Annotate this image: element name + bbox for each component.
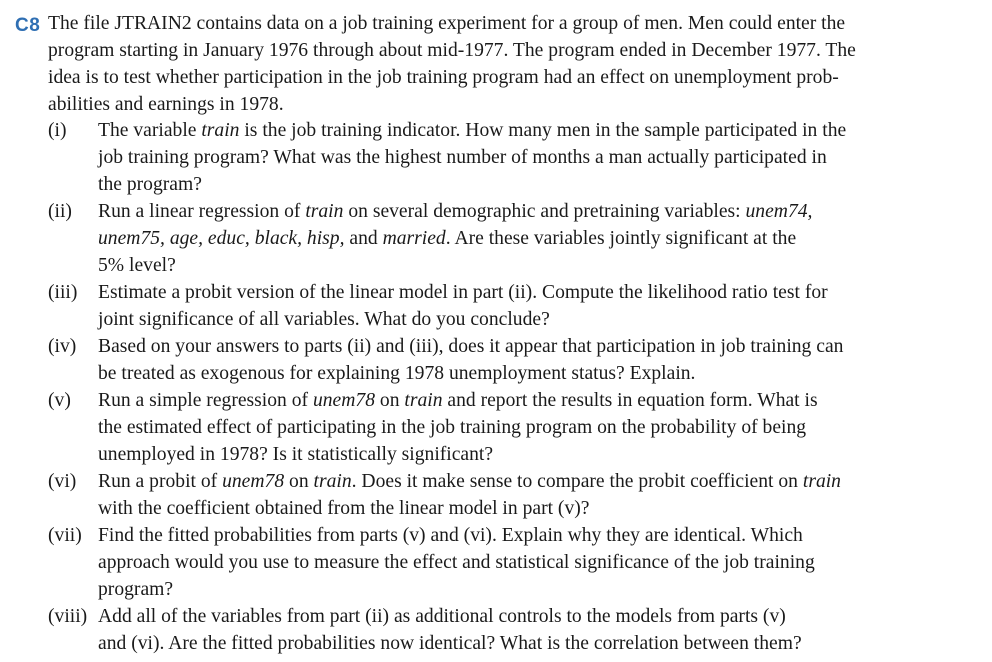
text-run: and [344, 228, 383, 249]
variable-name: train [404, 390, 443, 411]
part-text [98, 198, 978, 279]
text-run: Estimate a probit version of the linear model in part (ii). Compute the likelihood ratio test for [98, 282, 828, 303]
intro-line: program starting in January 1976 through about mid-1977. The program ended in December 1977. The [48, 40, 856, 61]
variable-name: unem74, [745, 201, 813, 222]
text-run: The variable [98, 120, 202, 141]
part-line [98, 495, 978, 522]
text-run: 5% level? [98, 255, 176, 276]
exercise-part [48, 522, 978, 603]
part-number: (v) [48, 390, 71, 411]
part-text [98, 468, 978, 522]
part-line [98, 279, 978, 306]
exercise-part [48, 198, 978, 279]
part-text [98, 522, 978, 603]
variable-name: unem78 [222, 471, 285, 492]
part-line [98, 171, 978, 198]
part-line [98, 603, 978, 630]
part-number: (iii) [48, 282, 78, 303]
text-run: and (vi). Are the fitted probabilities now identical? What is the correlation between them? [98, 633, 802, 654]
text-run: on [375, 390, 405, 411]
variable-name: train [802, 471, 841, 492]
exercise-parts-list [48, 117, 978, 657]
part-text [98, 603, 978, 657]
text-run: unemployed in 1978? Is it statistically significant? [98, 444, 494, 465]
exercise-part [48, 387, 978, 468]
text-run: Run a simple regression of [98, 390, 313, 411]
part-line [98, 441, 978, 468]
part-number: (ii) [48, 201, 72, 222]
part-line [98, 414, 978, 441]
variable-name: unem78 [312, 390, 375, 411]
part-line [98, 252, 978, 279]
part-number: (vii) [48, 525, 82, 546]
text-run: and report the results in equation form. What is [442, 390, 818, 411]
part-line [98, 576, 978, 603]
text-run: Run a linear regression of [98, 201, 306, 222]
exercise-part [48, 117, 978, 198]
exercise-part [48, 468, 978, 522]
part-line [98, 630, 978, 657]
part-line [98, 468, 978, 495]
variable-name: unem75, age, educ, black, hisp, [98, 228, 345, 249]
text-run: program? [98, 579, 174, 600]
part-line [98, 333, 978, 360]
part-line [98, 387, 978, 414]
text-run: on [284, 471, 314, 492]
text-run: Run a probit of [98, 471, 223, 492]
exercise-intro [48, 10, 978, 118]
text-run: . Does it make sense to compare the probit coefficient on [351, 471, 803, 492]
text-run: be treated as exogenous for explaining 1978 unemployment status? Explain. [98, 363, 696, 384]
part-number: (viii) [48, 606, 88, 627]
text-run: the program? [98, 174, 202, 195]
text-run: the estimated effect of participating in the job training program on the probability of being [98, 417, 807, 438]
part-number: (vi) [48, 471, 77, 492]
text-run: Add all of the variables from part (ii) as additional controls to the models from parts (v) [98, 606, 786, 627]
part-line [98, 522, 978, 549]
text-run: job training program? What was the highest number of months a man actually participated in [98, 147, 827, 168]
intro-line: idea is to test whether participation in the job training program had an effect on unemployment prob- [48, 67, 839, 88]
part-line [98, 117, 978, 144]
part-text [98, 387, 978, 468]
part-line [98, 198, 978, 225]
part-line [98, 225, 978, 252]
intro-line: abilities and earnings in 1978. [48, 94, 284, 115]
part-line [98, 306, 978, 333]
text-run: approach would you use to measure the effect and statistical significance of the job training [98, 552, 815, 573]
part-number: (iv) [48, 336, 77, 357]
text-run: . Are these variables jointly significant at the [445, 228, 797, 249]
text-run: on several demographic and pretraining variables: [343, 201, 746, 222]
part-line [98, 549, 978, 576]
exercise-label: C8 [15, 15, 41, 36]
intro-line: The file JTRAIN2 contains data on a job training experiment for a group of men. Men could enter the [48, 13, 846, 34]
exercise-part [48, 333, 978, 387]
variable-name: train [201, 120, 240, 141]
variable-name: married [382, 228, 446, 249]
text-run: is the job training indicator. How many men in the sample participated in the [239, 120, 847, 141]
part-line [98, 360, 978, 387]
variable-name: train [305, 201, 344, 222]
text-run: joint significance of all variables. What do you conclude? [98, 309, 550, 330]
text-run: Based on your answers to parts (ii) and (iii), does it appear that participation in job training can [98, 336, 844, 357]
part-text [98, 117, 978, 198]
text-run: Find the fitted probabilities from parts (v) and (vi). Explain why they are identical. Which [98, 525, 803, 546]
exercise-part [48, 279, 978, 333]
exercise-part [48, 603, 978, 657]
part-line [98, 144, 978, 171]
part-text [98, 333, 978, 387]
text-run: with the coefficient obtained from the linear model in part (v)? [98, 498, 590, 519]
variable-name: train [313, 471, 352, 492]
part-number: (i) [48, 120, 67, 141]
part-text [98, 279, 978, 333]
